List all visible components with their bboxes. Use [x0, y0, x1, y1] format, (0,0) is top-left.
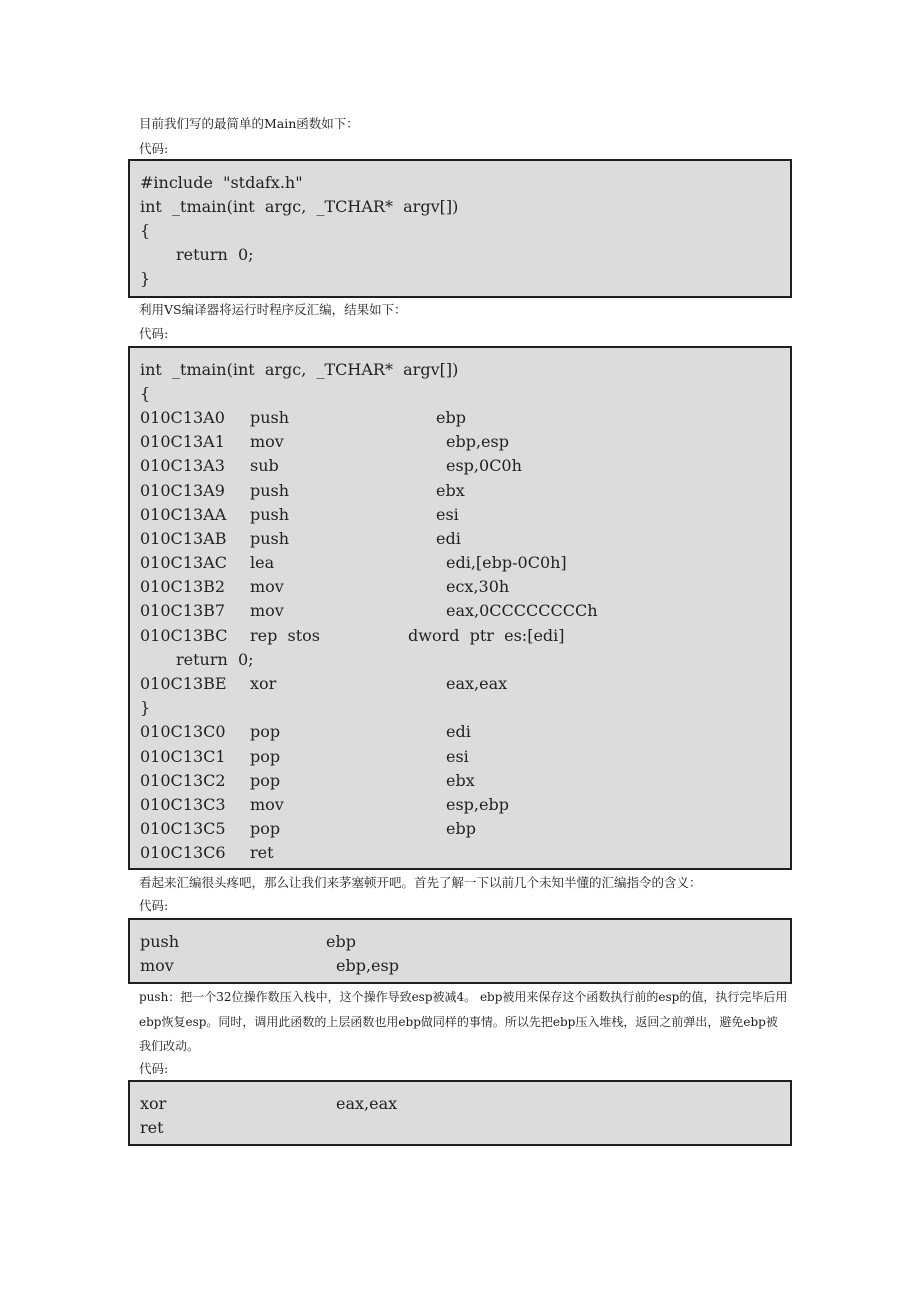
asm-operands: esp,ebp [446, 794, 509, 814]
asm-row [140, 671, 790, 695]
asm-operands: edi,[ebp-0C0h] [446, 553, 567, 573]
asm-opcode: sub [250, 456, 279, 476]
asm-row [140, 1091, 790, 1115]
code-line: int _tmain(int argc, _TCHAR* argv[]) [140, 196, 459, 216]
asm-opcode: xor [140, 1093, 167, 1113]
asm-opcode: mov [250, 601, 284, 621]
intro-text: 目前我们写的最简单的Main函数如下： [139, 116, 359, 131]
asm-operands: edi [436, 528, 461, 548]
asm-opcode: pop [250, 746, 281, 766]
asm-opcode: ret [140, 1117, 164, 1137]
asm-operands: ebp [436, 407, 466, 427]
code-label: 代码: [139, 1061, 169, 1076]
asm-operands: dword ptr es:[edi] [408, 625, 565, 645]
asm-address: 010C13C6 [140, 843, 226, 863]
asm-row [140, 430, 790, 454]
asm-address: 010C13AC [140, 553, 227, 573]
asm-operands: edi [446, 722, 471, 742]
asm-row [140, 502, 790, 526]
asm-address: 010C13BE [140, 674, 227, 694]
asm-operands: eax,0CCCCCCCCh [446, 601, 598, 621]
code-label: 代码: [139, 326, 169, 341]
asm-operands: ebp [446, 819, 476, 839]
code-block-epilogue [128, 1080, 792, 1146]
asm-opcode: mov [250, 577, 284, 597]
asm-operands: ebp [326, 931, 356, 951]
asm-operands: ebp,esp [446, 432, 509, 452]
asm-opcode: push [250, 407, 290, 427]
asm-address: 010C13BC [140, 625, 228, 645]
asm-row [140, 526, 790, 550]
code-line: { [140, 220, 151, 240]
asm-opcode: rep stos [250, 625, 321, 645]
asm-address: 010C13B7 [140, 601, 226, 621]
asm-address: 010C13C3 [140, 794, 226, 814]
asm-address: 010C13A3 [140, 456, 225, 476]
code-line: } [140, 269, 151, 289]
asm-operands: esi [436, 504, 459, 524]
asm-row [140, 817, 790, 841]
asm-address: 010C13C2 [140, 770, 226, 790]
explain-intro-text: 看起来汇编很头疼吧，那么让我们来茅塞顿开吧。首先了解一下以前几个未知半懂的汇编指令的含义： [139, 875, 702, 890]
asm-row [140, 841, 790, 865]
asm-opcode: ret [250, 843, 274, 863]
asm-operands: eax,eax [336, 1093, 398, 1113]
asm-address: 010C13A9 [140, 480, 225, 500]
asm-opcode: push [250, 504, 290, 524]
code-label: 代码: [139, 141, 169, 156]
code-line: return 0; [176, 649, 254, 669]
asm-address: 010C13A1 [140, 432, 225, 452]
asm-opcode: pop [250, 770, 281, 790]
asm-opcode: mov [250, 432, 284, 452]
asm-opcode: lea [250, 553, 275, 573]
asm-address: 010C13B2 [140, 577, 226, 597]
asm-opcode: push [250, 528, 290, 548]
asm-row [140, 551, 790, 575]
asm-opcode: xor [250, 674, 277, 694]
asm-operands: eax,eax [446, 674, 508, 694]
asm-operands: ecx,30h [446, 577, 510, 597]
asm-row [140, 599, 790, 623]
asm-operands: esp,0C0h [446, 456, 522, 476]
code-block-disassembly [128, 346, 792, 870]
asm-address: 010C13AA [140, 504, 227, 524]
asm-row [140, 405, 790, 429]
asm-row [140, 953, 790, 977]
asm-operands: esi [446, 746, 469, 766]
asm-address: 010C13C5 [140, 819, 226, 839]
asm-row [140, 929, 790, 953]
code-line: #include "stdafx.h" [140, 172, 303, 192]
code-line: int _tmain(int argc, _TCHAR* argv[]) [140, 359, 459, 379]
code-line: } [140, 698, 151, 718]
push-explanation-text: push：把一个32位操作数压入栈中，这个操作导致esp被减4。 ebp被用来保存这个函数执行前的esp的值，执行完毕后用ebp恢复esp。同时，调用此函数的上层函数也用ebp做同样的事情。所以先把ebp压入堆栈，返回之前弹出，避免ebp被我们改动。 [139, 990, 788, 1053]
disasm-intro-text: 利用VS编译器将运行时程序反汇编，结果如下： [139, 302, 407, 317]
asm-opcode: pop [250, 819, 281, 839]
asm-row [140, 744, 790, 768]
asm-row [140, 768, 790, 792]
asm-operands: ebx [446, 770, 475, 790]
asm-address: 010C13A0 [140, 407, 225, 427]
asm-address: 010C13C1 [140, 746, 226, 766]
code-line: return 0; [176, 245, 254, 265]
asm-row [140, 1115, 790, 1139]
code-block-main [128, 159, 792, 298]
asm-opcode: pop [250, 722, 281, 742]
asm-row [140, 720, 790, 744]
code-block-prologue [128, 918, 792, 984]
asm-opcode: push [140, 931, 180, 951]
asm-row [140, 792, 790, 816]
asm-address: 010C13AB [140, 528, 227, 548]
asm-address: 010C13C0 [140, 722, 226, 742]
code-label: 代码: [139, 898, 169, 913]
code-line: { [140, 383, 151, 403]
asm-row [140, 575, 790, 599]
asm-row [140, 454, 790, 478]
asm-opcode: push [250, 480, 290, 500]
asm-operands: ebx [436, 480, 465, 500]
asm-opcode: mov [250, 794, 284, 814]
asm-row [140, 623, 790, 647]
asm-row [140, 478, 790, 502]
asm-opcode: mov [140, 955, 174, 975]
asm-operands: ebp,esp [336, 955, 399, 975]
